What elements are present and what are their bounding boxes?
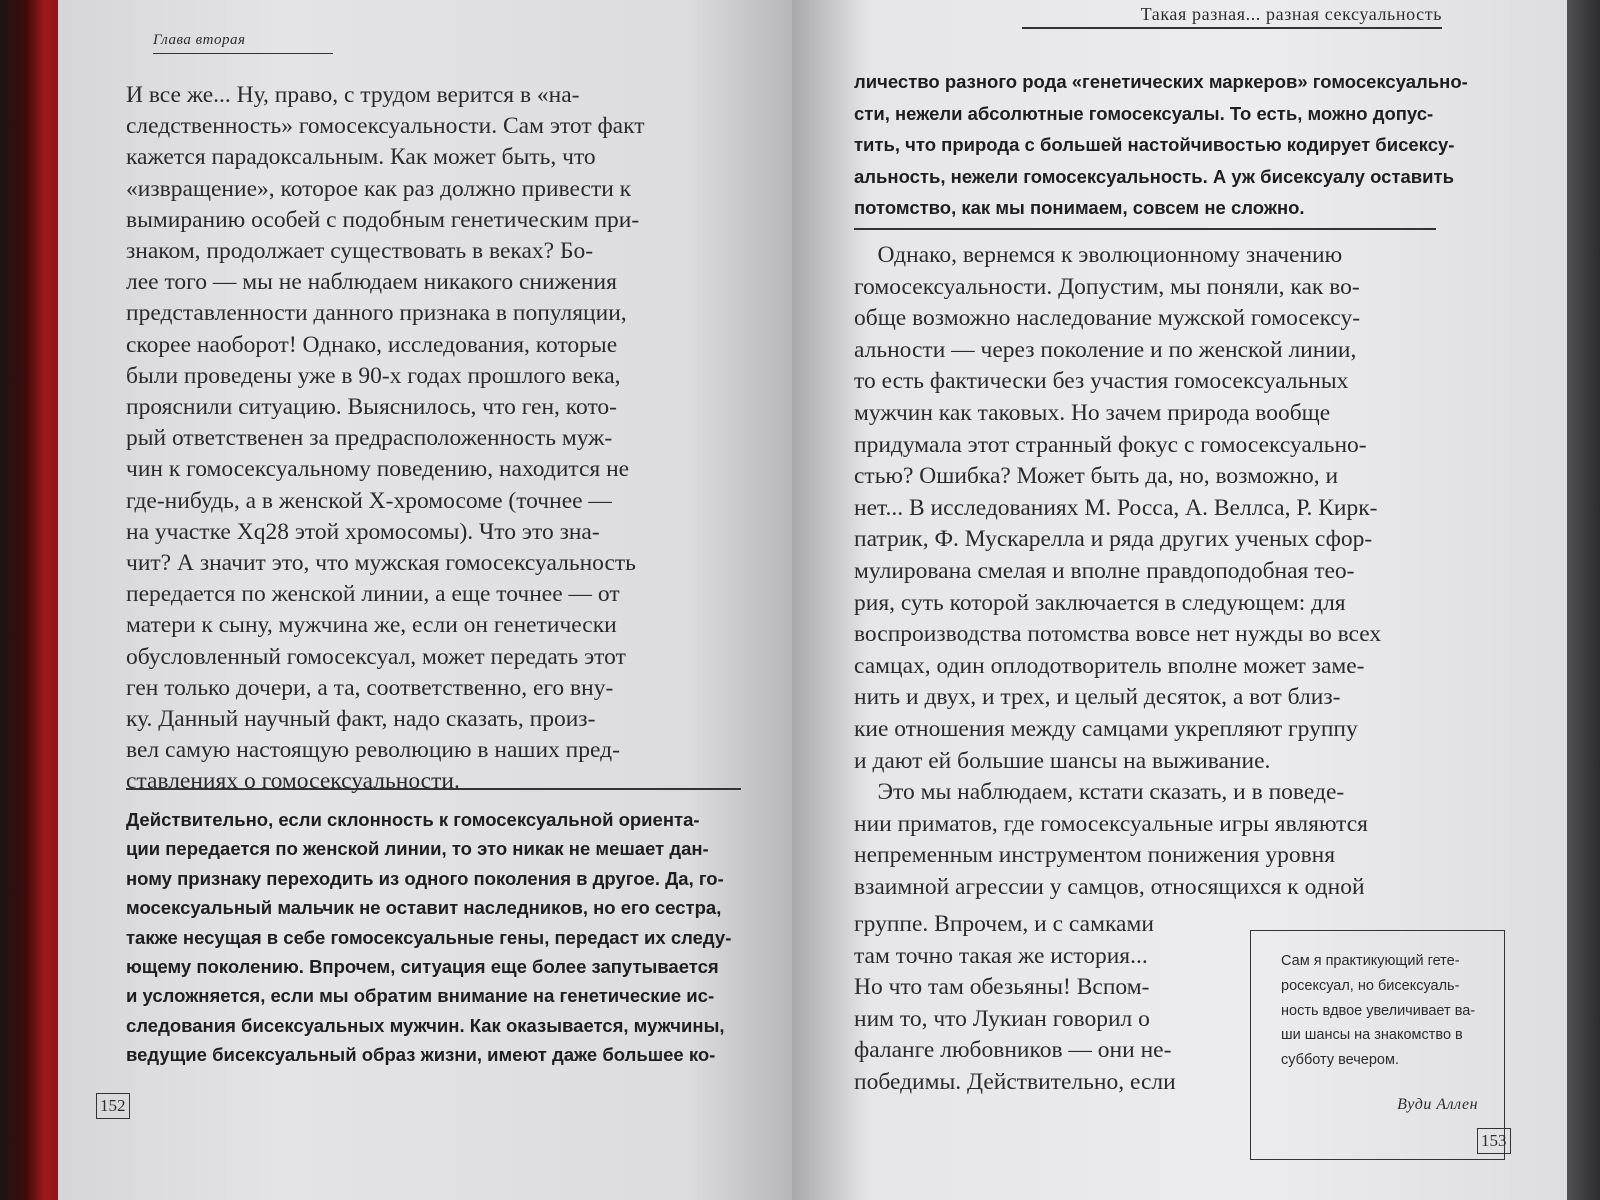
running-head: Такая разная... разная сексуальность [1022,4,1442,29]
main-paragraph-continued: группе. Впрочем, и с самками там точно такая же история... Но что там обезьяны! Вспом- ним то, что Лукиан говорил о фаланге любовников — они не- победимы. Действительно, если [854,911,1176,1095]
page-number: 153 [1477,1128,1511,1154]
page-number: 152 [96,1093,130,1119]
main-paragraph: Однако, вернемся к эволюционному значению гомосексуальности. Допустим, мы поняли, как во- обще возможно наследование мужской гомосексу- альности — через поколение и по женской линии, то есть фактически без участия гомосексуальных мужчин как таковых. Но зачем природа вообще придумала этот странный фокус с гомосексуально- стью? Ошибка? Может быть да, но, возможно, и нет... В исследованиях М. Росса, А. Веллса, Р. Кирк- патрик, Ф. Мускарелла и ряда других ученых сфор- мулирована смелая и вполне правдоподобная тео- рия, суть которой заключается в следующем: для воспроизводства потомства вовсе нет нужды во всех самцах, один оплодотворитель вполне может заме- нить и двух, и трех, и целый десяток, а вот близ- кие отношения между самцами укрепляют группу и дают ей большие шансы на выживание. Это мы наблюдаем, кстати сказать, и в поведе- нии приматов, где гомосексуальные игры являются непременным инструментом понижения уровня взаимной агрессии у самцов, относящихся к одной [854,242,1382,900]
right-page [792,0,1567,1200]
note-paragraph: личество разного рода «генетических маркеров» гомосексуально- сти, нежели абсолютные гомосексуалы. То есть, можно допус- тить, что природа с большей настойчивостью кодирует бисексу- альность, нежели гомосексуальность. А уж бисексуалу оставить потомство, как мы понимаем, совсем не сложно. [854,71,1468,218]
note-paragraph: Действительно, если склонность к гомосексуальной ориента- ции передается по женской линии, то это никак не мешает дан- ному признаку переходить из одного поколения в другое. Да, го- мосексуальный мальчик не оставит наследников, но его сестра, также несущая в себе гомосексуальные гены, передаст их следу- ющему поколению. Впрочем, ситуация еще более запутывается и усложняется, если мы обратим внимание на генетические ис- следования бисексуальных мужчин. Как оказывается, мужчины, ведущие бисексуальный образ жизни, имеют даже большее ко- [126,809,732,1066]
quote-author: Вуди Аллен [1397,1096,1478,1113]
section-divider [126,788,741,790]
left-page [58,0,800,1200]
quote-box [1250,930,1505,1160]
main-paragraph: И все же... Ну, право, с трудом верится в «на- следственность» гомосексуальности. Сам этот факт кажется парадоксальным. Как может быть, что «извращение», которое как раз должно привести к вымиранию особей с подобным генетическим при- знаком, продолжает существовать в веках? Бо- лее того — мы не наблюдаем никакого снижения представленности данного признака в популяции, скорее наоборот! Однако, исследования, которые были проведены уже в 90-х годах прошлого века, прояснили ситуацию. Выяснилось, что ген, кото- рый ответственен за предрасположенность муж- чин к гомосексуальному поведению, находится не где-нибудь, а в женской X-хромосоме (точнее — на участке Xq28 этой хромосомы). Что это зна- чит? А значит это, что мужская гомосексуальность передается по женской линии, а еще точнее — от матери к сыну, мужчина же, если он генетически обусловленный гомосексуал, может передать этот ген только дочери, а та, соответственно, его вну- ку. Данный научный факт, надо сказать, произ- вел самую настоящую революцию в наших пред- ставлениях о гомосексуальности. [126,82,645,795]
quote-text: Сам я практикующий гете- росексуал, но бисексуаль- ность вдвое увеличивает ва- ши шансы на знакомство в субботу вечером. [1281,953,1476,1069]
section-divider [854,228,1436,230]
running-head: Глава вторая [153,32,333,54]
